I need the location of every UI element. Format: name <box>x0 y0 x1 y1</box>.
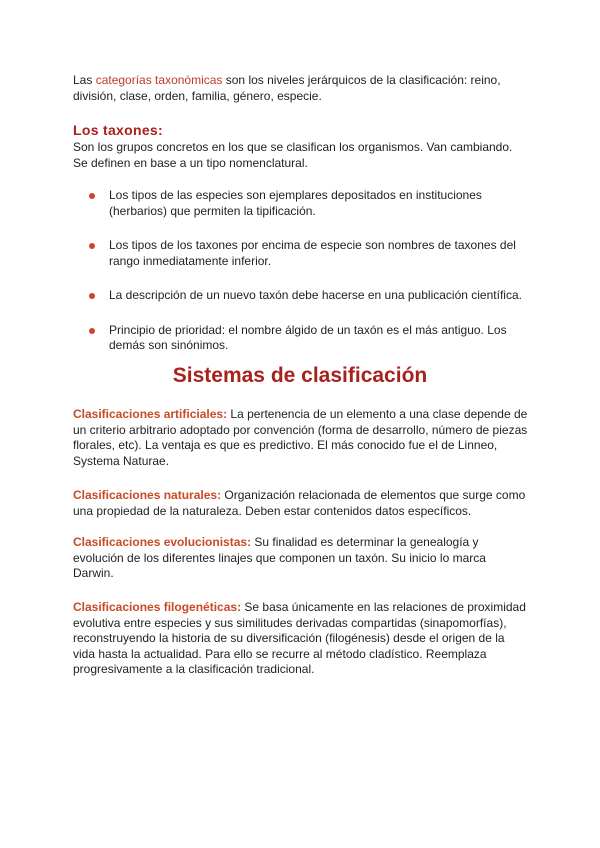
paragraph-term: Clasificaciones evolucionistas: <box>73 535 252 549</box>
intro-paragraph <box>73 73 528 104</box>
list-item <box>89 288 529 304</box>
taxones-heading: Los taxones: <box>73 122 163 138</box>
bullet-dot-icon <box>89 193 95 199</box>
clasificaciones-evolucionistas-paragraph <box>73 535 528 582</box>
paragraph-term: Clasificaciones artificiales: <box>73 407 228 421</box>
bullet-text: Los tipos de los taxones por encima de especie son nombres de taxones del rango inmediatamente inferior. <box>109 238 516 268</box>
bullet-text: Los tipos de las especies son ejemplares depositados en instituciones (herbarios) que permiten la tipificación. <box>109 188 482 218</box>
bullet-dot-icon <box>89 293 95 299</box>
taxones-body: Son los grupos concretos en los que se clasifican los organismos. Van cambiando. Se definen en base a un tipo nomenclatural. <box>73 140 513 170</box>
list-item <box>89 323 529 354</box>
intro-suffix: son los niveles jerárquicos de la clasificación: reino, división, clase, orden, familia, género, especie. <box>73 73 501 103</box>
paragraph-term: Clasificaciones filogenéticas: <box>73 600 242 614</box>
bullet-text: La descripción de un nuevo taxón debe hacerse en una publicación científica. <box>109 288 522 302</box>
clasificaciones-naturales-paragraph <box>73 488 528 519</box>
bullet-dot-icon <box>89 328 95 334</box>
bullet-text: Principio de prioridad: el nombre álgido de un taxón es el más antiguo. Los demás son sinónimos. <box>109 322 507 352</box>
list-item <box>89 238 529 269</box>
clasificaciones-artificiales-paragraph <box>73 407 528 469</box>
paragraph-term: Clasificaciones naturales: <box>73 488 222 502</box>
categorias-taxonomicas-term: categorías taxonómicas <box>95 73 223 87</box>
paragraph-text: Su finalidad es determinar la genealogía y evolución de los diferentes linajes que componen un taxón. Su inicio lo marca Darwin. <box>73 535 486 580</box>
paragraph-text: Se basa únicamente en las relaciones de proximidad evolutiva entre especies y sus similitudes derivadas compartidas (sinapomorfías), reconstruyendo la historia de su diversificación (filogénesis) desde el origen de la vida hasta la actualidad. Para ello se recurre al método cladístico. Reemplaza progresivamente a la clasificación tradicional. <box>73 600 526 676</box>
paragraph-text: Organización relacionada de elementos que surge como una propiedad de la naturaleza. Deben estar contenidos datos específicos. <box>73 488 526 518</box>
list-item <box>89 188 529 219</box>
sistemas-heading: Sistemas de clasificación <box>172 364 428 387</box>
bullet-dot-icon <box>89 243 95 249</box>
clasificaciones-filogeneticas-paragraph <box>73 600 528 678</box>
intro-prefix: Las <box>73 73 96 87</box>
paragraph-text: La pertenencia de un elemento a una clase depende de un criterio arbitrario adoptado por convención (forma de desarrollo, número de piezas florales, etc). La ventaja es que es predictivo. El más conocido fue el de Linneo, Systema Naturae. <box>73 407 528 468</box>
taxones-bullet-list <box>89 188 529 354</box>
